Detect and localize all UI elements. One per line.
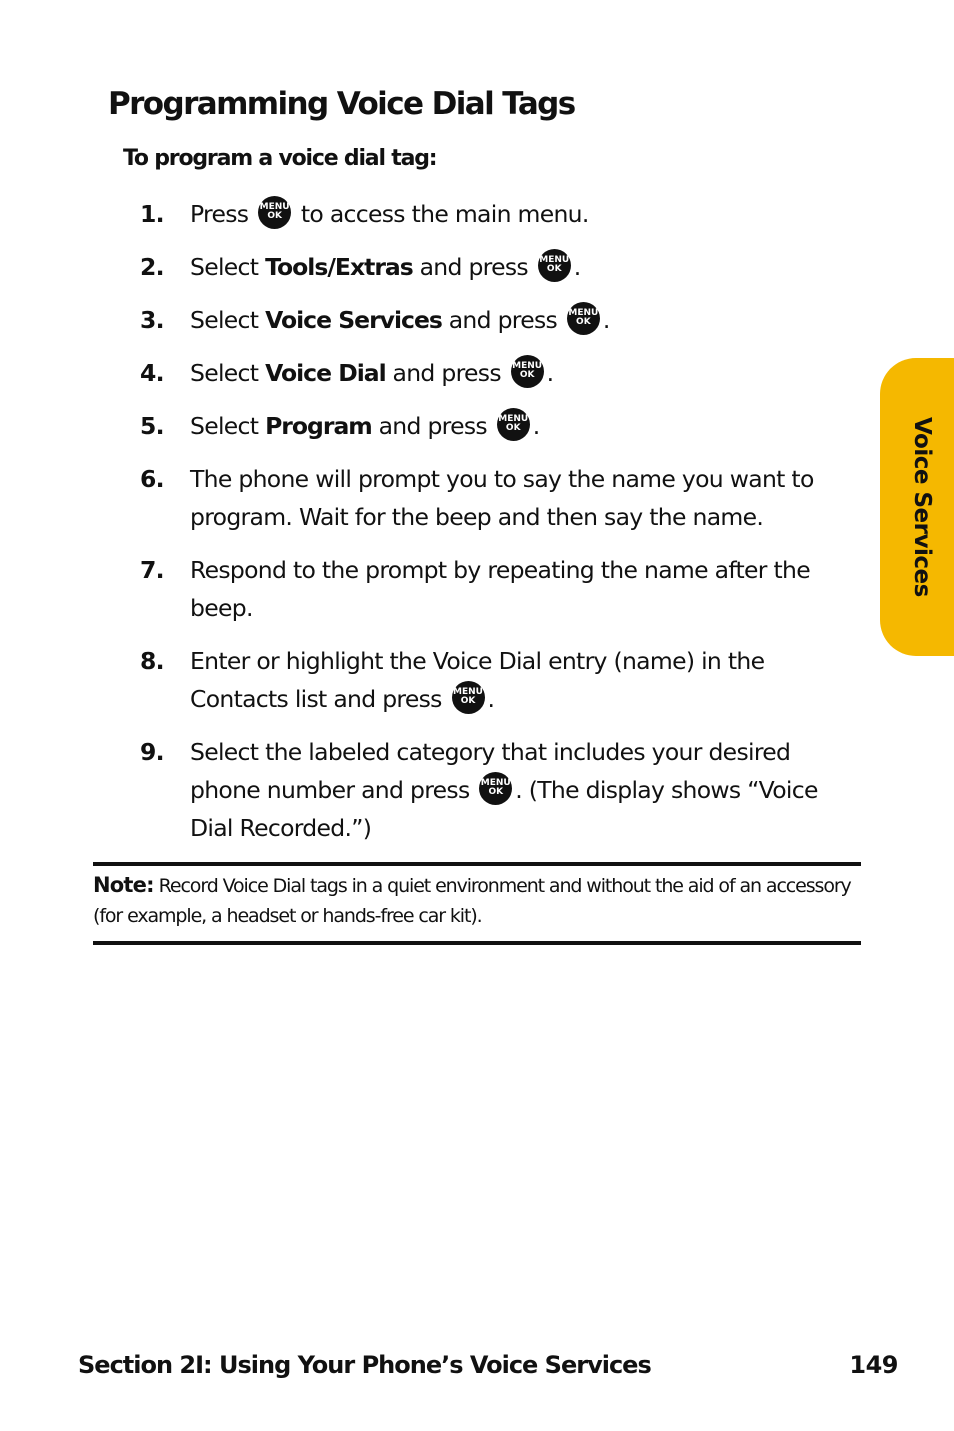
step-item [140, 407, 860, 445]
menu-ok-key-icon [497, 408, 530, 441]
step-number: 8. [140, 647, 164, 675]
footer-page-number: 149 [849, 1351, 898, 1379]
key-label-menu: MENU [539, 255, 570, 265]
menu-ok-key-icon [452, 681, 485, 714]
step-number: 2. [140, 253, 164, 281]
step-item [140, 642, 860, 718]
step-text [190, 642, 860, 718]
step-text-part: Enter or highlight the Voice Dial entry (name) in the Contacts list and press [190, 647, 765, 713]
step-text-part: Select [190, 253, 266, 281]
step-number: 4. [140, 359, 164, 387]
note-text: Record Voice Dial tags in a quiet environment and without the aid of an accessory (for example, a headset or hands-free car kit). [93, 875, 851, 927]
menu-ok-key-icon [567, 302, 600, 335]
menu-ok-key-icon [258, 196, 291, 229]
key-label-ok: OK [267, 211, 282, 221]
menu-item-name: Voice Dial [265, 359, 386, 387]
menu-ok-key-icon [538, 249, 571, 282]
step-text-part: and press [385, 359, 508, 387]
step-item [140, 551, 860, 627]
footer-section-title: Section 2I: Using Your Phone’s Voice Services [78, 1351, 651, 1379]
step-text-part: to access the main menu. [294, 200, 589, 228]
step-text [190, 301, 860, 339]
step-text: Respond to the prompt by repeating the name after the beep. [190, 556, 810, 622]
key-label-ok: OK [576, 317, 591, 327]
step-item [140, 195, 860, 233]
step-text-part: . [532, 412, 540, 440]
step-text-part: . [602, 306, 610, 334]
step-text-part: Press [190, 200, 256, 228]
key-label-menu: MENU [498, 414, 529, 424]
procedure-intro: To program a voice dial tag: [123, 146, 437, 171]
step-text [190, 733, 860, 847]
key-label-ok: OK [460, 696, 476, 706]
step-number: 6. [140, 465, 164, 493]
step-text-part: . [573, 253, 581, 281]
menu-ok-key-icon [511, 355, 544, 388]
step-item [140, 354, 860, 392]
step-number: 9. [140, 738, 164, 766]
key-label-menu: MENU [259, 202, 290, 212]
note-box [93, 862, 861, 945]
step-number: 3. [140, 306, 164, 334]
step-text-part: Select [190, 306, 266, 334]
steps-list [140, 195, 860, 862]
step-text-part: . (The display shows “Voice Dial Recorded.”) [190, 776, 818, 842]
step-text-part: Select [190, 359, 266, 387]
page-title: Programming Voice Dial Tags [108, 86, 575, 122]
menu-item-name: Voice Services [265, 306, 442, 334]
step-text [190, 407, 860, 445]
key-label-ok: OK [519, 370, 535, 380]
key-label-ok: OK [505, 423, 521, 433]
step-item [140, 301, 860, 339]
step-text-part: Select the labeled category that includes your desired phone number and press [190, 738, 791, 804]
key-label-menu: MENU [512, 361, 543, 371]
step-text-part: . [487, 685, 495, 713]
step-number: 1. [140, 200, 164, 228]
key-label-menu: MENU [453, 687, 483, 697]
step-text [190, 248, 860, 286]
step-number: 5. [140, 412, 164, 440]
menu-ok-key-icon [479, 772, 512, 805]
key-label-ok: OK [546, 264, 562, 274]
key-label-menu: MENU [568, 308, 599, 318]
step-item [140, 733, 860, 847]
key-label-ok: OK [488, 787, 504, 797]
step-text-part: . [546, 359, 554, 387]
step-text [190, 195, 860, 233]
section-side-tab-label: Voice Services [909, 417, 935, 597]
menu-item-name: Tools/Extras [265, 253, 413, 281]
menu-item-name: Program [265, 412, 372, 440]
step-item [140, 460, 860, 536]
step-text-part: and press [441, 306, 564, 334]
step-text-part: Select [190, 412, 266, 440]
step-text [190, 354, 860, 392]
step-text-part: and press [371, 412, 494, 440]
step-text: The phone will prompt you to say the name you want to program. Wait for the beep and then say the name. [190, 465, 814, 531]
step-text-part: and press [412, 253, 535, 281]
key-label-menu: MENU [480, 778, 511, 788]
note-label: Note: [93, 873, 154, 897]
step-item [140, 248, 860, 286]
step-number: 7. [140, 556, 164, 584]
section-side-tab [880, 358, 954, 656]
